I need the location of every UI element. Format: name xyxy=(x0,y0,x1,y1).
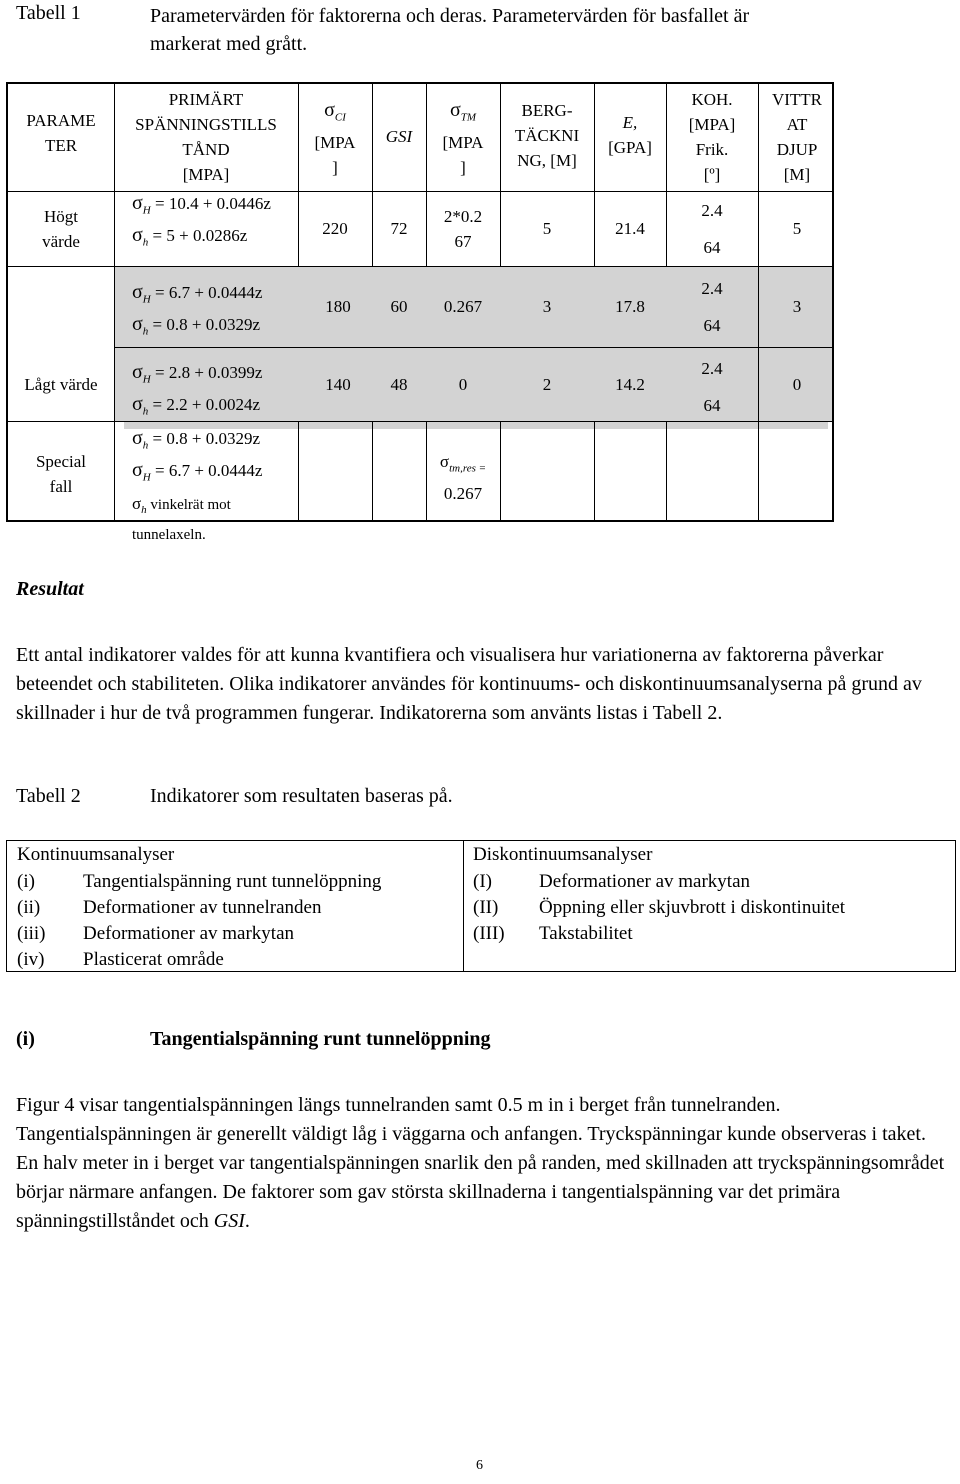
section-number: (i) xyxy=(16,1028,35,1050)
row-high-stm: 2*0.2 67 xyxy=(443,207,483,251)
header-cohesion-friction: KOH. [MPA] Frik. [º] xyxy=(688,90,736,184)
continuum-item: (i) Tangentialspänning runt tunnelöppning xyxy=(17,871,382,892)
section-title: Tangentialspänning runt tunnelöppning xyxy=(150,1028,491,1050)
row-high-sci: 220 xyxy=(322,219,348,238)
row-base-stress: $\sigma_H = 6.7 + 0.0444z$ $\sigma_h = 0.8 + 0.0329z$ xyxy=(132,281,263,338)
discontinuum-item: (III) Takstabilitet xyxy=(473,923,633,944)
row-low-koh: 2.4 64 xyxy=(701,359,723,415)
row-base-depth: 3 xyxy=(792,297,802,316)
continuum-item: (iv) Plasticerat område xyxy=(17,949,224,970)
header-sigma-ci: $\sigma_{CI}$ [MPA ] xyxy=(314,99,356,178)
header-parameter: PARAME TER xyxy=(26,111,96,155)
results-paragraph: Ett antal indikatorer valdes för att kunna kvantifiera och visualisera hur variationerna av faktorerna påverkar beteendet och stabiliteten. Olika indikatorer användes för kontinuums- och diskontinuumsanalyserna på grund av skillnader i hur de två programmen fungerar. Indikatorerna som använts listas i Tabell 2. xyxy=(16,644,922,724)
row-base-stm: 0.267 xyxy=(443,297,483,316)
continuum-header: Kontinuumsanalyser xyxy=(17,844,175,865)
discontinuum-item: (II) Öppning eller skjuvbrott i diskontinuitet xyxy=(473,897,846,918)
row-low-sci: 140 xyxy=(325,375,351,394)
table1-label: Tabell 1 xyxy=(16,2,81,24)
header-weathered-depth: VITTR AT DJUP [M] xyxy=(771,90,823,184)
header-primary-stress: PRIMÄRT SPÄNNINGSTILLS TÅND [MPA] xyxy=(135,90,277,184)
row-low-gsi: 48 xyxy=(390,375,408,394)
row-high-e: 21.4 xyxy=(615,219,645,238)
header-cover: BERG- TÄCKNI NG, [M] xyxy=(514,101,580,170)
row-base-sci: 180 xyxy=(325,297,351,316)
row-base-cover: 3 xyxy=(542,297,552,316)
row-low-label: Lågt värde xyxy=(24,375,98,394)
row-low-e: 14.2 xyxy=(615,375,645,394)
row-high-label: Högt värde xyxy=(42,207,80,251)
header-sigma-tm: $\sigma_{TM}$ [MPA ] xyxy=(442,99,484,178)
row-base-gsi: 60 xyxy=(390,297,408,316)
row-low-cover: 2 xyxy=(542,375,552,394)
row-high-cover: 5 xyxy=(542,219,552,238)
continuum-item: (iii) Deformationer av markytan xyxy=(17,923,295,944)
gsi-italic: GSI xyxy=(213,1210,245,1232)
row-special-label: Special fall xyxy=(35,452,87,496)
row-special-stress: $\sigma_h = 0.8 + 0.0329z$ $\sigma_H = 6.7 + 0.0444z$ $\sigma_h$ vinkelrät mot tunnelaxeln. xyxy=(132,427,263,543)
row-high-koh: 2.4 64 xyxy=(701,201,723,257)
row-special-stm: $\sigma_{tm,res =}$ 0.267 xyxy=(439,452,487,504)
discontinuum-item: (I) Deformationer av markytan xyxy=(473,871,751,892)
table2-caption: Indikatorer som resultaten baseras på. xyxy=(150,785,453,807)
table1-caption xyxy=(150,2,749,58)
row-low-stress: $\sigma_H = 2.8 + 0.0399z$ $\sigma_h = 2.2 + 0.0024z$ xyxy=(132,361,263,418)
page-number: 6 xyxy=(476,1458,483,1473)
row-low-stm: 0 xyxy=(458,375,468,394)
row-low-depth: 0 xyxy=(792,375,802,394)
row-high-stress: $\sigma_H = 10.4 + 0.0446z$ $\sigma_h = 5 + 0.0286z$ xyxy=(132,192,271,249)
parameter-table xyxy=(6,82,834,543)
tangential-paragraph: Figur 4 visar tangentialspänningen längs tunnelranden samt 0.5 m in i berget från tunnelranden. Tangentialspänningen är generellt väldigt låg i väggarna och anfangen. Tryckspänningar kunde observeras i taket. En halv meter in i berget var tangentialspänningen snarlik den på randen, med skillnaden att tryckspänningsområdet börjar närmare anfangen. De faktorer som gav största skillnaderna i tangentialspänning var det primära spänningstillståndet och GSI. xyxy=(16,1094,945,1232)
row-high-gsi: 72 xyxy=(390,219,408,238)
indicator-table xyxy=(6,840,956,972)
table2-label: Tabell 2 xyxy=(16,785,81,807)
header-e-modulus: E, [GPA] xyxy=(608,113,652,157)
row-base-koh: 2.4 64 xyxy=(701,279,723,335)
header-gsi: GSI xyxy=(385,127,413,146)
table1-caption-line2: markerat med grått. xyxy=(150,33,308,55)
row-base-e: 17.8 xyxy=(615,297,645,316)
table1-caption-line1: Parametervärden för faktorerna och deras. Parametervärden för basfallet är xyxy=(150,5,750,27)
continuum-item: (ii) Deformationer av tunnelranden xyxy=(17,897,322,918)
row-high-depth: 5 xyxy=(792,219,802,238)
discontinuum-header: Diskontinuumsanalyser xyxy=(473,844,653,865)
resultat-heading: Resultat xyxy=(16,578,84,600)
